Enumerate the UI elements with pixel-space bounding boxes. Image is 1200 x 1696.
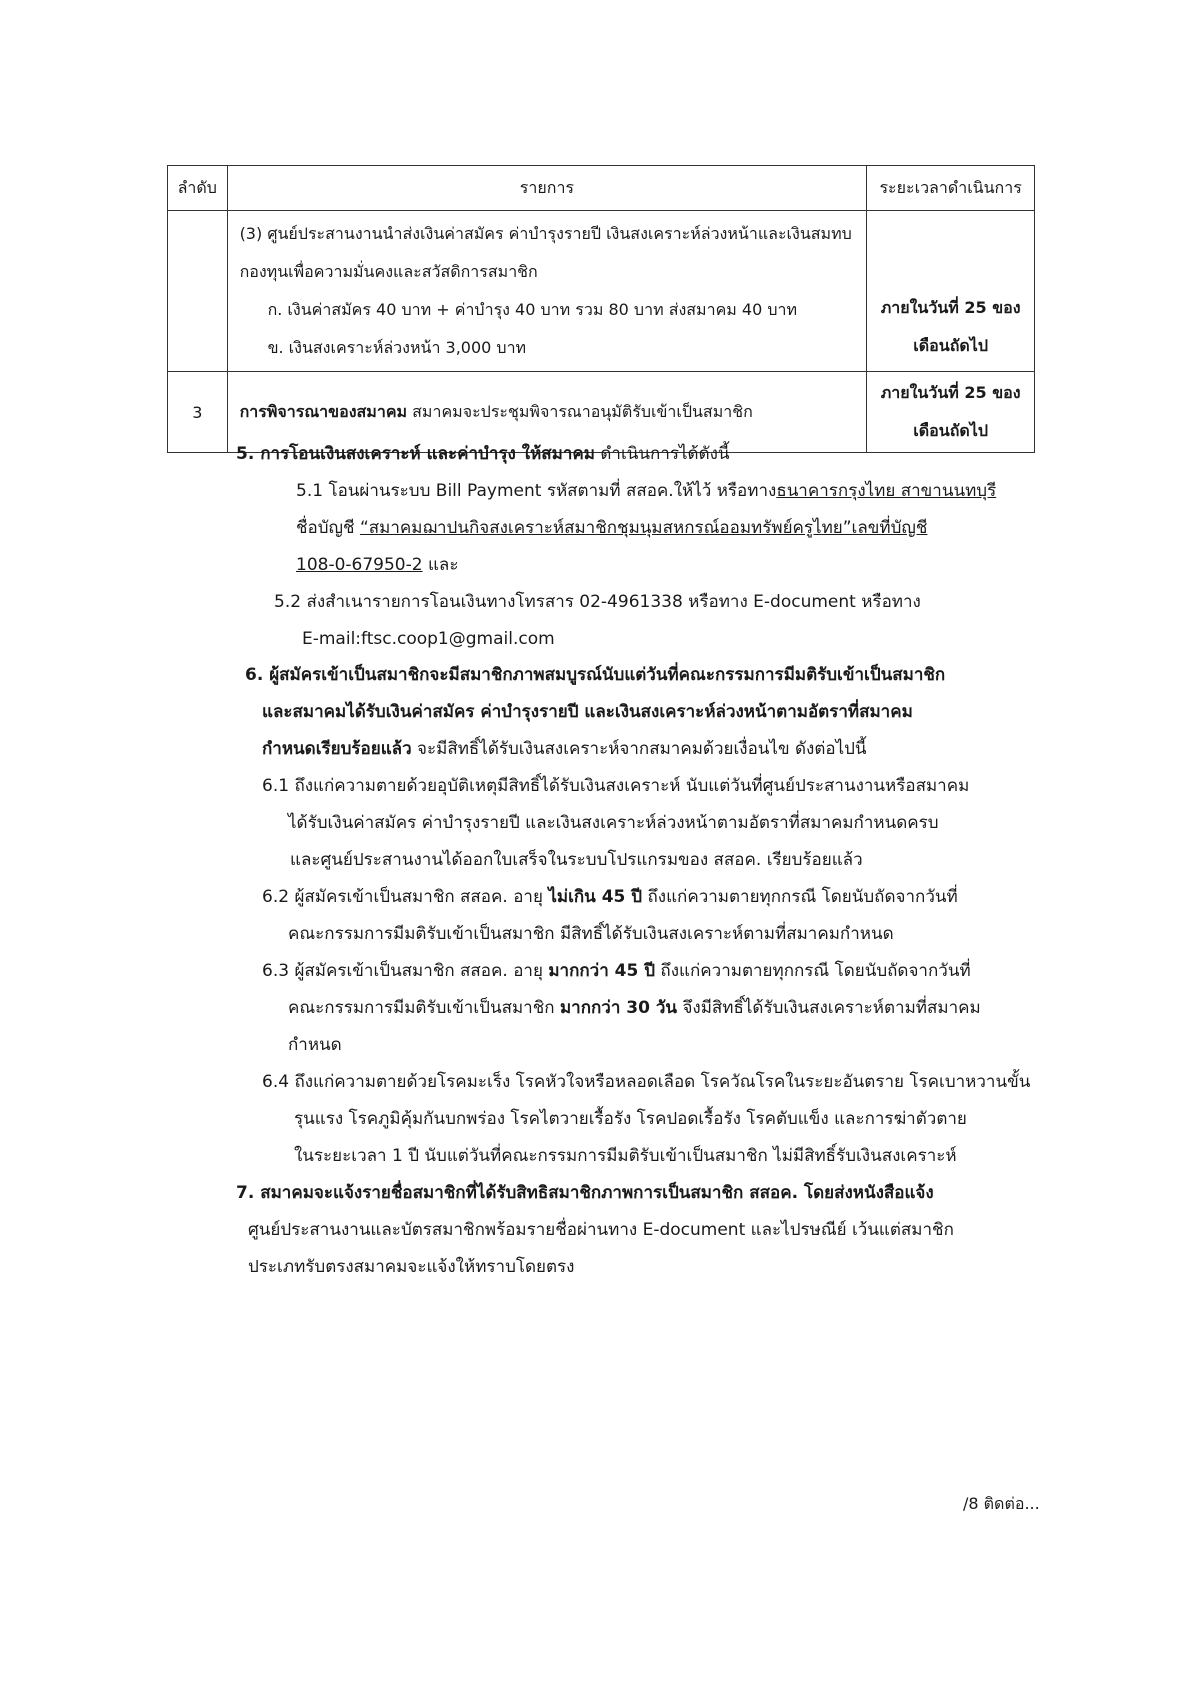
paragraph-6-3-age-limit: มากกว่า 45 ปี [548,961,656,981]
paragraph-6-3-text-e: จึงมีสิทธิ์ได้รับเงินสงเคราะห์ตามที่สมาคม [677,998,981,1018]
header-item: รายการ [227,166,867,211]
row-item-line: ข. เงินสงเคราะห์ล่วงหน้า 3,000 บาท [267,338,527,357]
paragraph-6-3-text-c: ถึงแก่ความตายทุกกรณี โดยนับถัดจากวันที่ [655,961,971,981]
paragraph-6-2-age-limit: ไม่เกิน 45 ปี [548,887,643,907]
paragraph-6-4-line-1: 6.4 ถึงแก่ความตายด้วยโรคมะเร็ง โรคหัวใจหรือหลอดเลือด โรควัณโรคในระยะอันตราย โรคเบาหวานขั้น [262,1072,1031,1092]
procedure-table [167,165,1035,453]
section-5-heading [236,442,730,466]
paragraph-5-1-line-3 [296,553,458,577]
row-item-line: กองทุนเพื่อความมั่นคงและสวัสดิการสมาชิก [239,262,538,281]
account-name: “สมาคมฌาปนกิจสงเคราะห์สมาชิกชุมนุมสหกรณ์ออมทรัพย์ครูไทย”เลขที่บัญชี [359,518,928,538]
paragraph-6-1-line-3: และศูนย์ประสานงานได้ออกใบเสร็จในระบบโปรแกรมของ สสอค. เรียบร้อยแล้ว [290,850,863,870]
paragraph-5-1-line-2 [296,516,927,540]
page-continuation: /8 ติดต่อ... [963,1494,1040,1513]
header-duration: ระยะเวลาดำเนินการ [867,166,1035,211]
paragraph-5-2-line-1: 5.2 ส่งสำเนารายการโอนเงินทางโทรสาร 02-4961338 หรือทาง E-document หรือทาง [274,592,921,612]
row-item-line: ก. เงินค่าสมัคร 40 บาท + ค่าบำรุง 40 บาท รวม 80 บาท ส่งสมาคม 40 บาท [267,300,798,319]
paragraph-6-2-line-2: คณะกรรมการมีมติรับเข้าเป็นสมาชิก มีสิทธิ์ได้รับเงินสงเคราะห์ตามที่สมาคมกำหนด [288,924,894,944]
section-6-line-1: 6. ผู้สมัครเข้าเป็นสมาชิกจะมีสมาชิกภาพสมบูรณ์นับแต่วันที่คณะกรรมการมีมติรับเข้าเป็นสมาชิก [245,665,946,685]
paragraph-6-4-line-2: รุนแรง โรคภูมิคุ้มกันบกพร่อง โรคไตวายเรื้อรัง โรคปอดเรื้อรัง โรคตับแข็ง และการฆ่าตัวตาย [294,1109,967,1129]
paragraph-6-2-text-a: 6.2 ผู้สมัครเข้าเป็นสมาชิก สสอค. อายุ [262,887,549,907]
paragraph-6-2-text-c: ถึงแก่ความตายทุกกรณี โดยนับถัดจากวันที่ [642,887,958,907]
section-6-line-3-bold: กำหนดเรียบร้อยแล้ว [262,739,412,759]
row-duration [867,372,1035,453]
section-7-line-2: ศูนย์ประสานงานและบัตรสมาชิกพร้อมรายชื่อผ่านทาง E-document และไปรษณีย์ เว้นแต่สมาชิก [248,1220,954,1240]
account-number: 108-0-67950-2 [296,555,423,575]
paragraph-6-3-text-a: 6.3 ผู้สมัครเข้าเป็นสมาชิก สสอค. อายุ [262,961,549,981]
paragraph-6-3-text-d: คณะกรรมการมีมติรับเข้าเป็นสมาชิก [288,998,560,1018]
table-row [168,372,1035,453]
row-item-line: (3) ศูนย์ประสานงานนำส่งเงินค่าสมัคร ค่าบำรุงรายปี เงินสงเคราะห์ล่วงหน้าและเงินสมทบ [239,224,852,243]
paragraph-6-3-days: มากกว่า 30 วัน [559,998,678,1018]
section-5-heading-rest: ดำเนินการได้ดังนี้ [594,444,730,464]
table-row [168,211,1035,372]
paragraph-5-1-text: 5.1 โอนผ่านระบบ Bill Payment รหัสตามที่ สสอค.ให้ไว้ หรือทาง [296,481,777,501]
section-7-line-3: ประเภทรับตรงสมาคมจะแจ้งให้ทราบโดยตรง [248,1257,575,1277]
section-6-line-3-rest: จะมีสิทธิ์ได้รับเงินสงเคราะห์จากสมาคมด้วยเงื่อนไข ดังต่อไปนี้ [411,739,867,759]
duration-line: ภายในวันที่ 25 ของ [880,298,1021,317]
table-header-row [168,166,1035,211]
paragraph-6-1-line-2: ได้รับเงินค่าสมัคร ค่าบำรุงรายปี และเงินสงเคราะห์ล่วงหน้าตามอัตราที่สมาคมกำหนดครบ [288,813,939,833]
paragraph-6-3-line-3: กำหนด [288,1035,342,1055]
bank-branch: ธนาคารกรุงไทย สาขานนทบุรี [776,481,997,501]
row-item [227,372,867,453]
section-7-line-1: 7. สมาคมจะแจ้งรายชื่อสมาชิกที่ได้รับสิทธิสมาชิกภาพการเป็นสมาชิก สสอค. โดยส่งหนังสือแจ้ง [236,1183,934,1203]
duration-line: ภายในวันที่ 25 ของ [880,383,1021,402]
row-item-text: สมาคมจะประชุมพิจารณาอนุมัติรับเข้าเป็นสมาชิก [407,401,753,421]
section-6-line-3 [262,737,867,761]
section-6-line-2: และสมาคมได้รับเงินค่าสมัคร ค่าบำรุงรายปี และเงินสงเคราะห์ล่วงหน้าตามอัตราที่สมาคม [262,702,913,722]
paragraph-6-3-line-1 [262,959,971,983]
row-duration [867,211,1035,372]
paragraph-6-1-line-1: 6.1 ถึงแก่ความตายด้วยอุบัติเหตุมีสิทธิ์ได้รับเงินสงเคราะห์ นับแต่วันที่ศูนย์ประสานงานหรือสมาคม [262,776,970,796]
row-item [227,211,867,372]
row-number [168,211,228,372]
duration-line: เดือนถัดไป [913,336,988,355]
paragraph-6-4-line-3: ในระยะเวลา 1 ปี นับแต่วันที่คณะกรรมการมีมติรับเข้าเป็นสมาชิก ไม่มีสิทธิ์รับเงินสงเคราะห์ [294,1146,957,1166]
paragraph-6-3-line-2 [288,996,981,1020]
section-5-heading-bold: 5. การโอนเงินสงเคราะห์ และค่าบำรุง ให้สมาคม [236,444,595,464]
row-item-title: การพิจารณาของสมาคม [239,401,408,421]
paragraph-5-1-line-1 [296,479,996,503]
duration-line: เดือนถัดไป [913,421,988,440]
header-order: ลำดับ [168,166,228,211]
account-name-label: ชื่อบัญชี [296,518,360,538]
paragraph-5-2-email: E-mail:ftsc.coop1@gmail.com [302,629,555,649]
row-number: 3 [168,372,228,453]
paragraph-6-2-line-1 [262,885,958,909]
paragraph-5-1-and: และ [422,555,459,575]
